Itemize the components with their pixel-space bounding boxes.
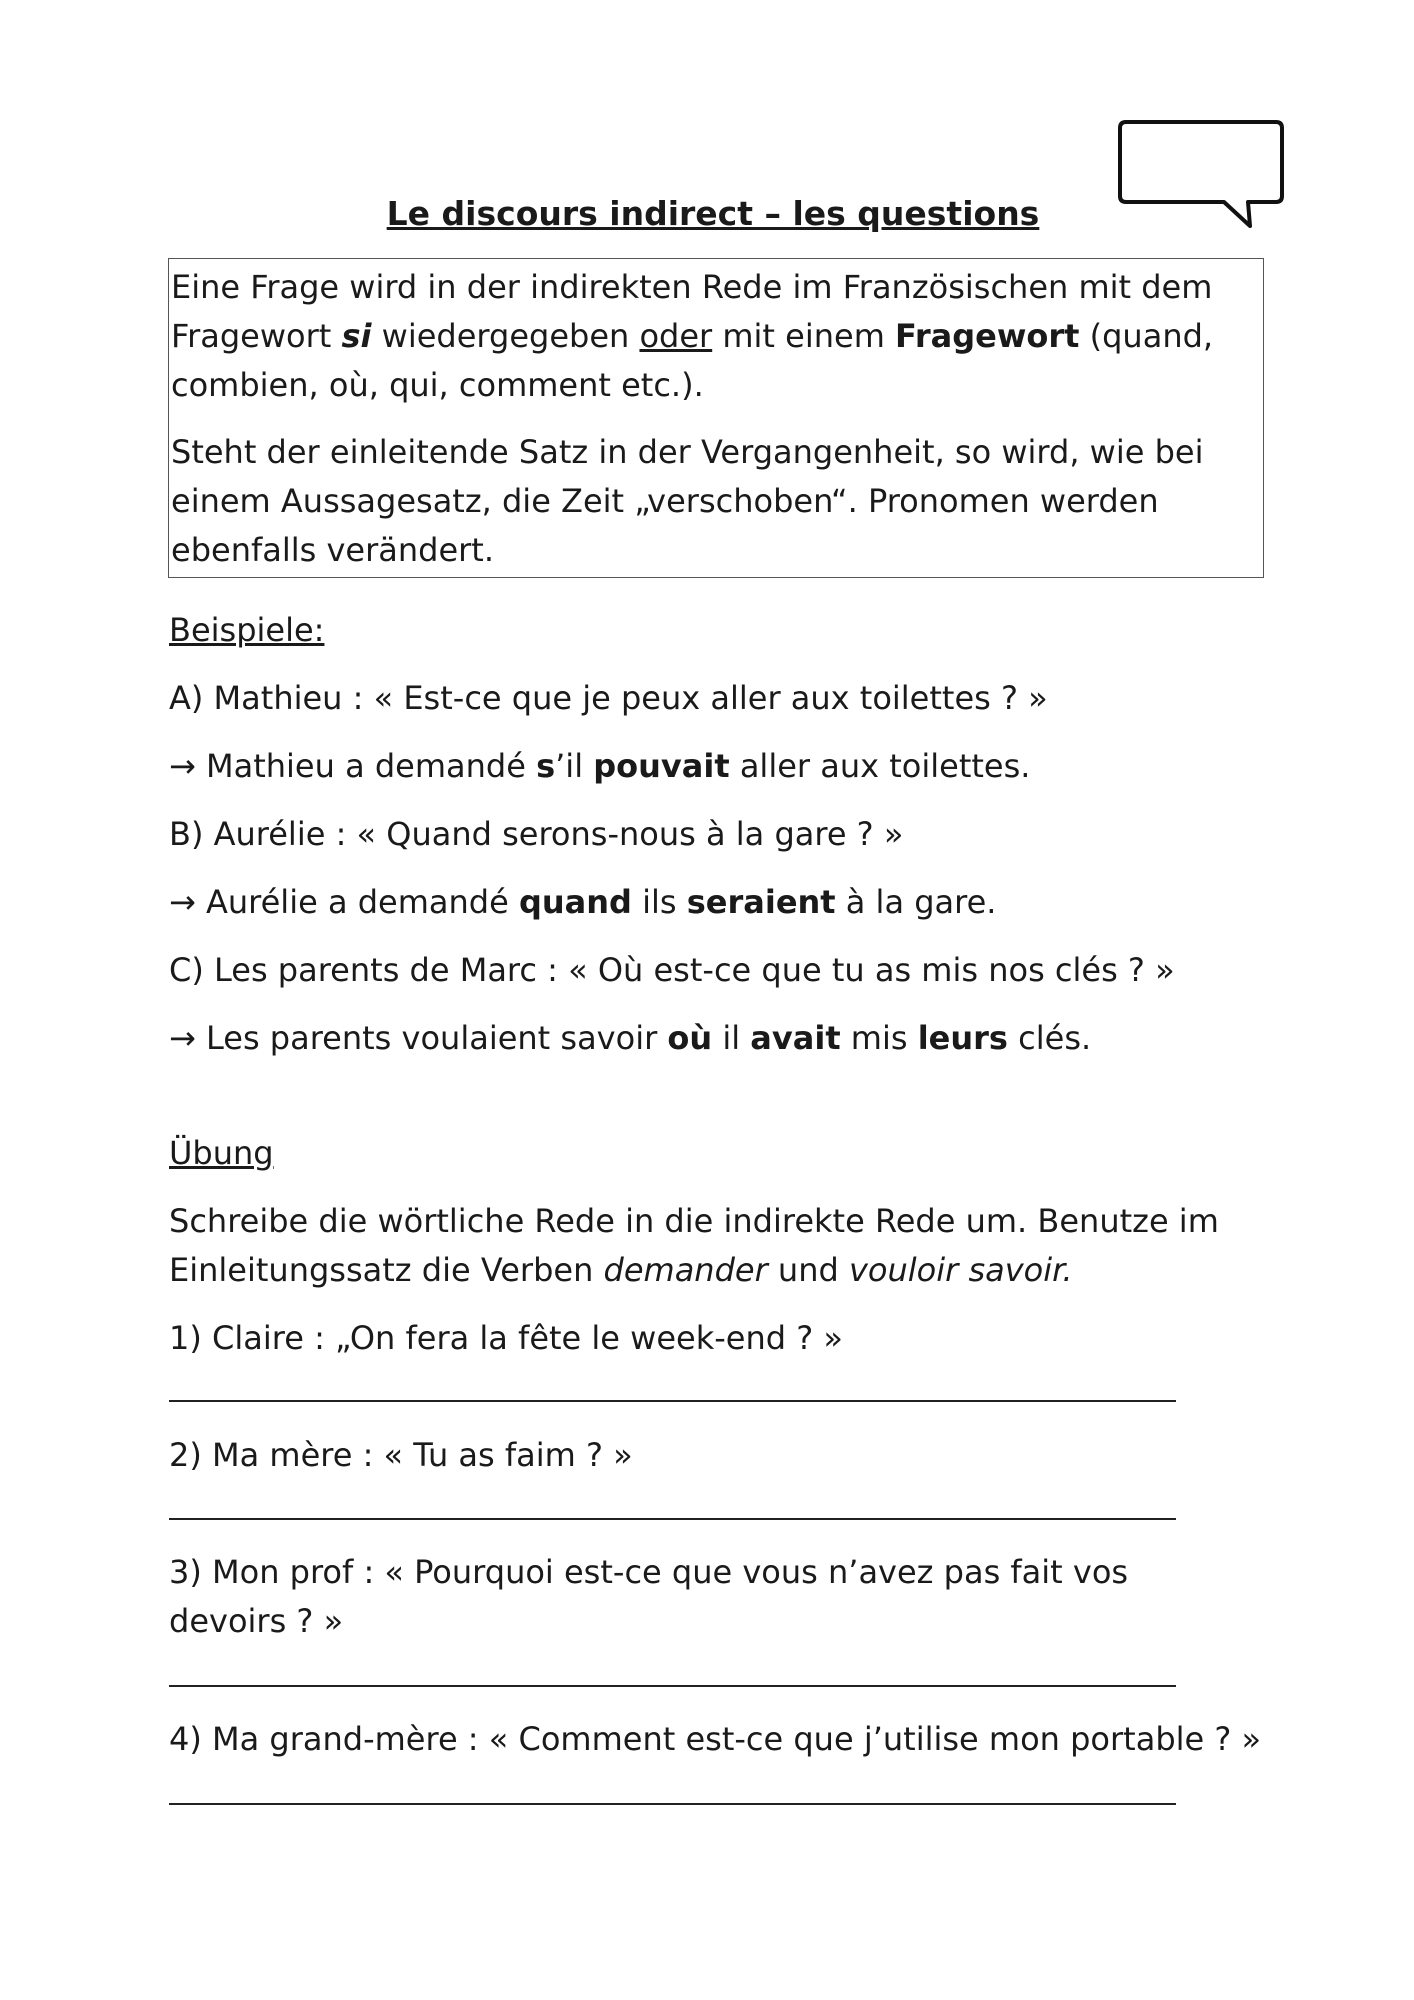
- keyword-oder: oder: [639, 317, 713, 355]
- example-c-answer: → Les parents voulaient savoir où il avait mis leurs clés.: [169, 1019, 1092, 1057]
- examples-heading: Beispiele:: [169, 611, 325, 649]
- arrow-right-icon: →: [169, 747, 196, 785]
- exercise-instruction-line-1: Schreibe die wörtliche Rede in die indirekte Rede um. Benutze im: [169, 1202, 1219, 1240]
- keyword-si: si: [341, 317, 372, 355]
- exercise-heading: Übung: [169, 1134, 274, 1172]
- info-box: [168, 258, 1264, 578]
- example-b-question: B) Aurélie : « Quand serons-nous à la gare ? »: [169, 815, 904, 853]
- exercise-question-3-line-2: devoirs ? »: [169, 1602, 344, 1640]
- answer-line-2[interactable]: [169, 1518, 1176, 1520]
- answer-line-1[interactable]: [169, 1400, 1176, 1402]
- exercise-question-4: 4) Ma grand-mère : « Comment est-ce que j’utilise mon portable ? »: [169, 1720, 1262, 1758]
- exercise-question-1: 1) Claire : „On fera la fête le week-end ? »: [169, 1319, 843, 1357]
- example-b-answer: → Aurélie a demandé quand ils seraient à la gare.: [169, 883, 997, 921]
- exercise-question-2: 2) Ma mère : « Tu as faim ? »: [169, 1436, 633, 1474]
- arrow-right-icon: →: [169, 883, 196, 921]
- info-paragraph-2: Steht der einleitende Satz in der Vergangenheit, so wird, wie bei einem Aussagesatz, die Zeit „verschoben“. Pronomen werden ebenfalls verändert.: [171, 433, 1204, 569]
- exercise-question-3-line-1: 3) Mon prof : « Pourquoi est-ce que vous n’avez pas fait vos: [169, 1553, 1129, 1591]
- example-a-answer: → Mathieu a demandé s’il pouvait aller aux toilettes.: [169, 747, 1031, 785]
- exercise-instruction-line-2: Einleitungssatz die Verben demander und vouloir savoir.: [169, 1251, 1073, 1289]
- example-a-question: A) Mathieu : « Est-ce que je peux aller aux toilettes ? »: [169, 679, 1048, 717]
- answer-line-3[interactable]: [169, 1685, 1176, 1687]
- info-paragraph-1: Eine Frage wird in der indirekten Rede im Französischen mit dem Fragewort si wiedergegeben oder mit einem Fragewort (quand, combien, où, qui, comment etc.).: [171, 268, 1214, 404]
- example-c-question: C) Les parents de Marc : « Où est-ce que tu as mis nos clés ? »: [169, 951, 1175, 989]
- answer-line-4[interactable]: [169, 1803, 1176, 1805]
- page-title: Le discours indirect – les questions: [386, 194, 1040, 233]
- keyword-fragewort: Fragewort: [895, 317, 1080, 355]
- arrow-right-icon: →: [169, 1019, 196, 1057]
